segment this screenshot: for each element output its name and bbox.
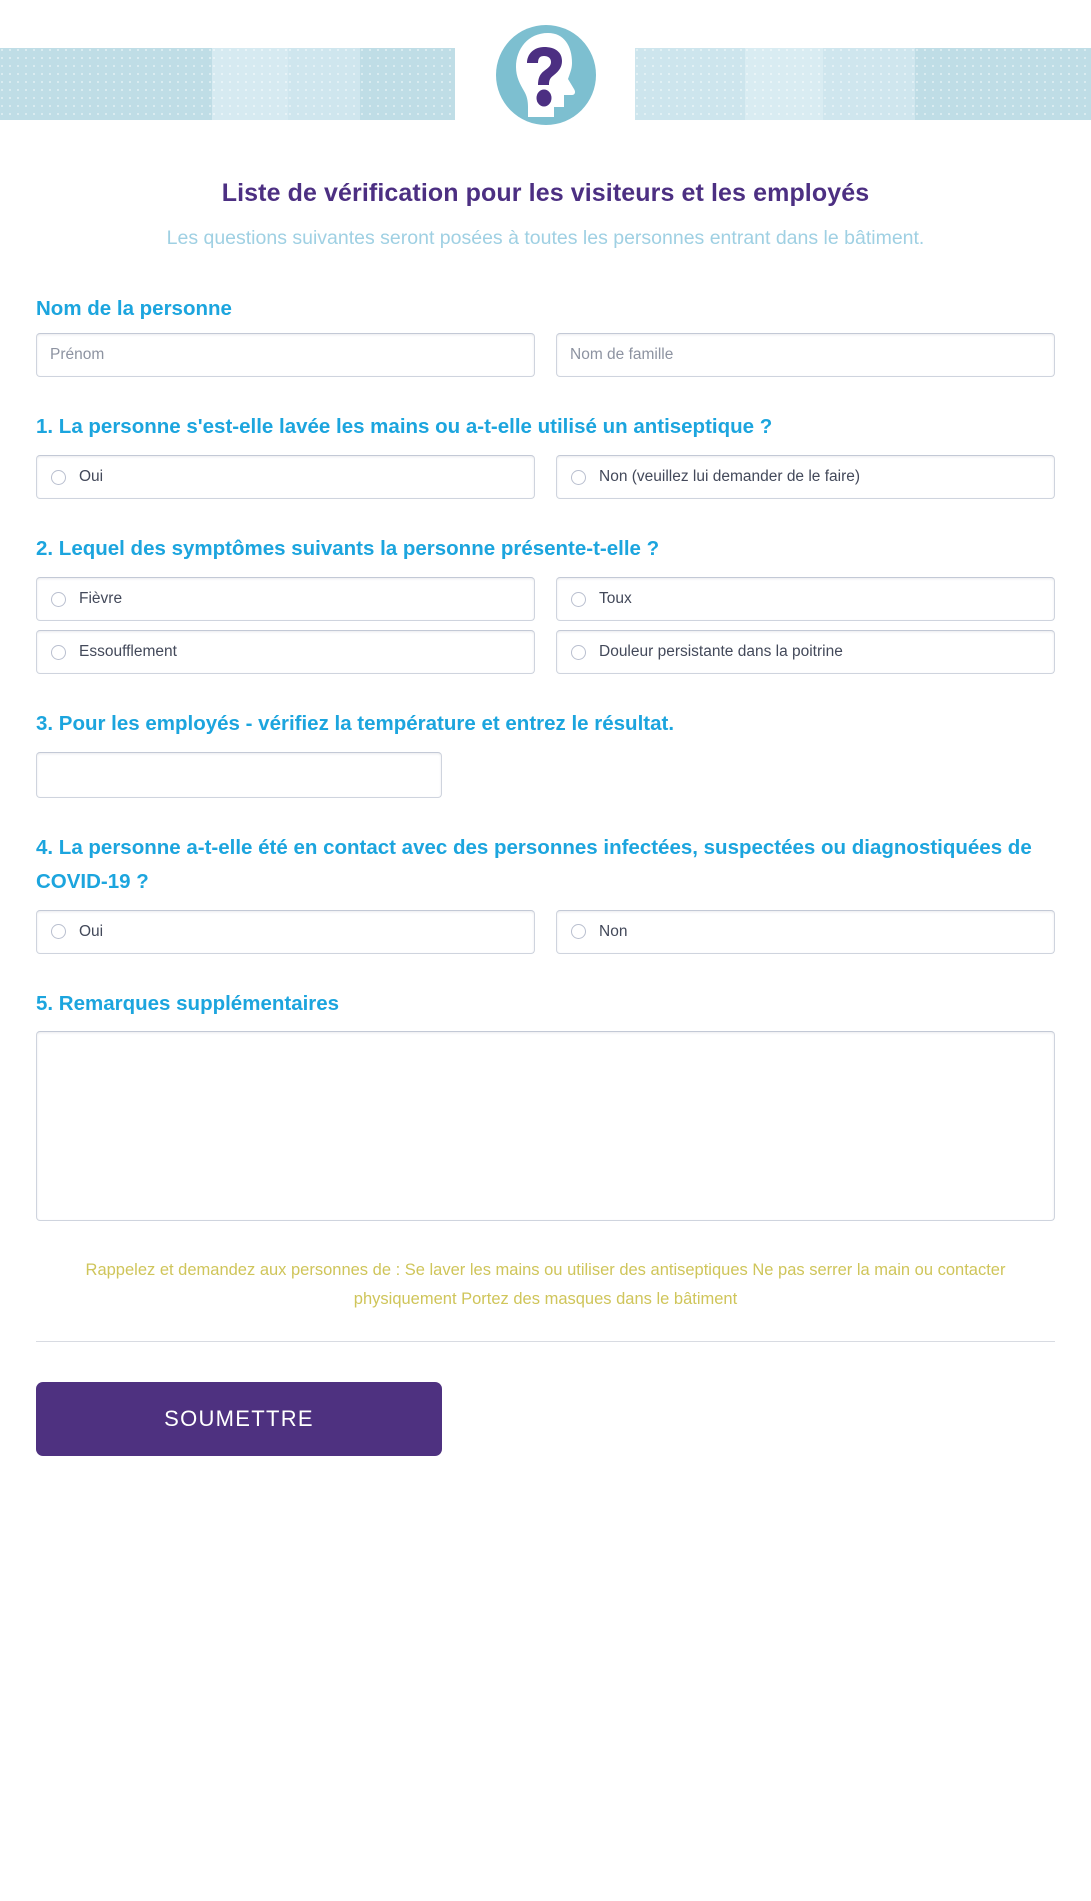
name-section-label: Nom de la personne	[36, 297, 232, 321]
option-label: Non (veuillez lui demander de le faire)	[599, 468, 861, 486]
option-q2-douleur-poitrine[interactable]	[556, 630, 1055, 674]
option-q2-toux[interactable]	[556, 577, 1055, 621]
question-2-options-row-1	[36, 577, 1055, 621]
additional-notes-textarea[interactable]	[36, 1031, 1055, 1221]
question-2-options-row-2	[36, 630, 1055, 674]
banner-segment	[745, 48, 823, 120]
banner-segment	[288, 48, 360, 120]
banner-segment	[635, 48, 745, 120]
option-label: Oui	[79, 468, 104, 486]
page-subtitle: Les questions suivantes seront posées à toutes les personnes entrant dans le bâtiment.	[166, 227, 925, 250]
name-section	[36, 297, 1055, 377]
question-4-label: 4. La personne a-t-elle été en contact avec des personnes infectées, suspectées ou diagnostiquées de COVID-19 ?	[36, 835, 1032, 893]
option-q1-non[interactable]	[556, 455, 1055, 499]
option-q2-fievre[interactable]	[36, 577, 535, 621]
radio-icon[interactable]	[571, 645, 586, 660]
logo	[487, 16, 605, 134]
name-field-row	[36, 333, 1055, 377]
question-5	[36, 987, 1055, 1227]
reminder-text: Rappelez et demandez aux personnes de : Se laver les mains ou utiliser des antiseptiques Ne pas serrer la main ou contacter physiquement Portez des masques dans le bâtiment	[85, 1261, 1006, 1308]
title-block	[0, 148, 1091, 253]
first-name-input[interactable]	[36, 333, 535, 377]
radio-icon[interactable]	[51, 924, 66, 939]
question-4-options	[36, 910, 1055, 954]
radio-icon[interactable]	[571, 592, 586, 607]
page-title: Liste de vérification pour les visiteurs et les employés	[221, 179, 870, 207]
option-label: Douleur persistante dans la poitrine	[599, 643, 843, 661]
banner-segment	[915, 48, 1091, 120]
head-question-mark-icon	[496, 25, 596, 125]
question-4	[36, 831, 1055, 954]
option-label: Fièvre	[79, 590, 123, 608]
footer-divider	[36, 1341, 1055, 1342]
option-label: Oui	[79, 922, 104, 940]
banner-segment	[0, 48, 212, 120]
page-header	[0, 0, 1091, 148]
radio-icon[interactable]	[51, 645, 66, 660]
option-label: Non	[599, 922, 628, 940]
submit-button[interactable]: SOUMETTRE	[36, 1382, 442, 1456]
question-1	[36, 410, 1055, 499]
question-3	[36, 707, 1055, 798]
question-1-options	[36, 455, 1055, 499]
option-label: Toux	[599, 590, 632, 608]
banner-segment	[823, 48, 915, 120]
radio-icon[interactable]	[571, 924, 586, 939]
question-2	[36, 532, 1055, 674]
radio-icon[interactable]	[51, 470, 66, 485]
question-3-label: 3. Pour les employés - vérifiez la température et entrez le résultat.	[36, 712, 675, 736]
option-q4-non[interactable]	[556, 910, 1055, 954]
question-3-field	[36, 752, 1055, 798]
temperature-input[interactable]	[36, 752, 442, 798]
option-q2-essoufflement[interactable]	[36, 630, 535, 674]
radio-icon[interactable]	[571, 470, 586, 485]
form-body	[0, 297, 1091, 1456]
question-5-label: 5. Remarques supplémentaires	[36, 991, 340, 1015]
option-label: Essoufflement	[79, 643, 177, 661]
question-1-label: 1. La personne s'est-elle lavée les mains ou a-t-elle utilisé un antiseptique ?	[36, 415, 773, 439]
option-q4-oui[interactable]	[36, 910, 535, 954]
last-name-input[interactable]	[556, 333, 1055, 377]
banner-segment	[212, 48, 288, 120]
radio-icon[interactable]	[51, 592, 66, 607]
question-2-label: 2. Lequel des symptômes suivants la personne présente-t-elle ?	[36, 537, 660, 561]
option-q1-oui[interactable]	[36, 455, 535, 499]
banner-segment	[360, 48, 455, 120]
